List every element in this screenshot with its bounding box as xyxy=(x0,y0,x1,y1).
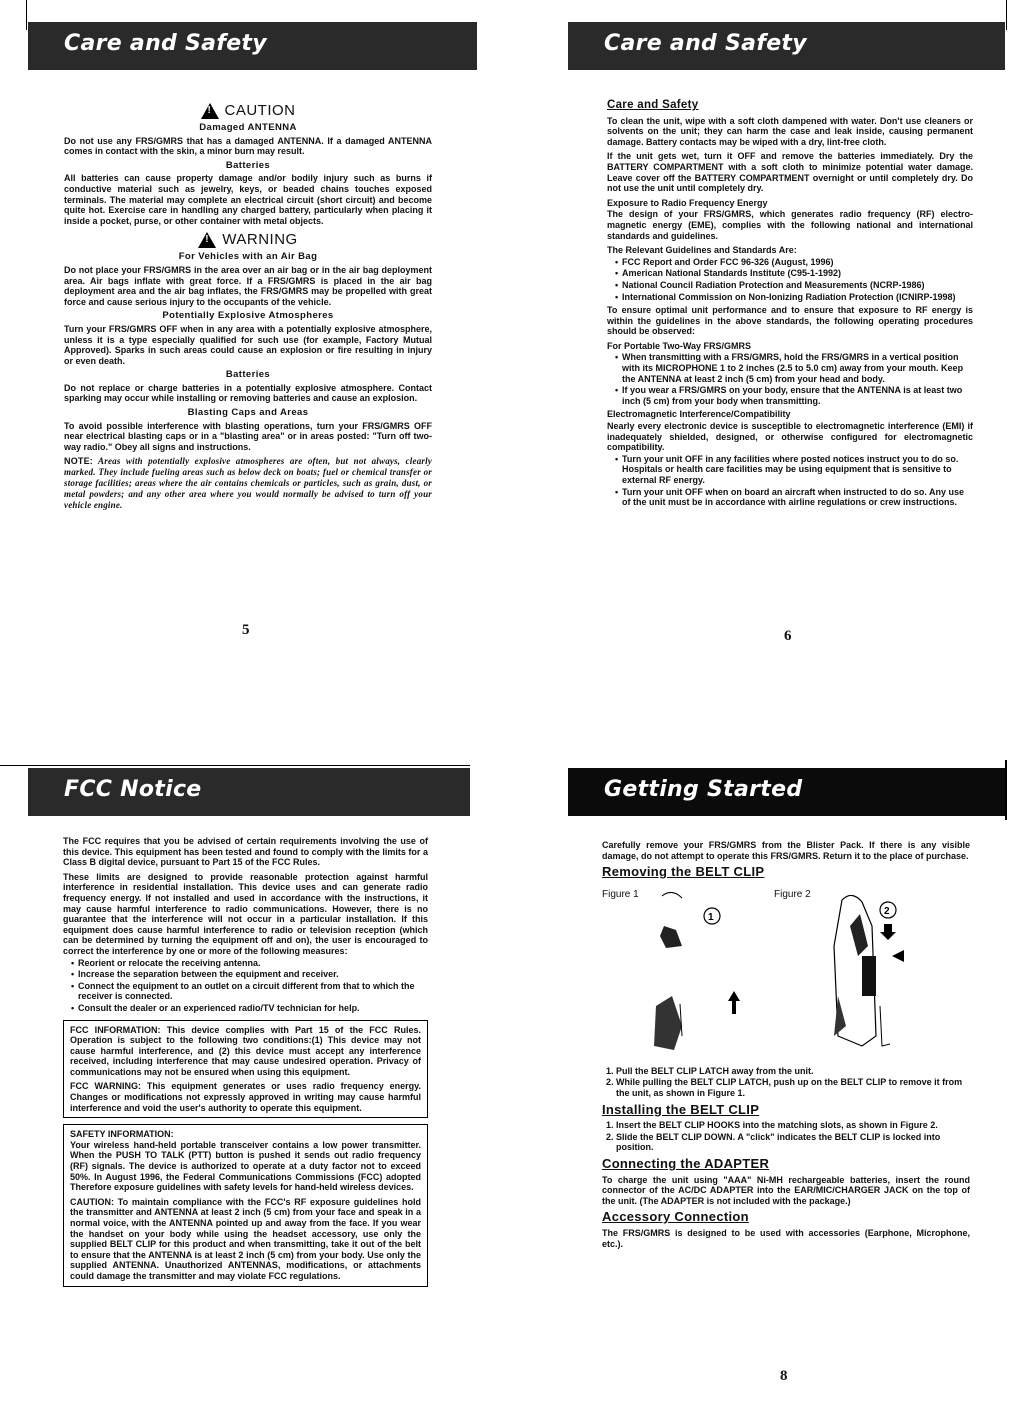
paragraph: Nearly every electronic device is susceptible to electromagnetic interference (EMI) if inadequately shielded, designed, or otherwise configured for electromagnetic compatibility. xyxy=(607,421,973,453)
measures-list xyxy=(63,958,428,1014)
section-heading: Potentially Explosive Atmospheres xyxy=(162,310,334,322)
warning-triangle-icon xyxy=(201,103,219,119)
section-heading: Damaged ANTENNA xyxy=(199,122,297,133)
paragraph: Do not replace or charge batteries in a potentially explosive atmosphere. Contact sparking may occur while installing or removing batteries and cause an explosion. xyxy=(64,382,432,404)
note-text: Areas with potentially explosive atmospheres are often, but not always, clearly marked. They include fueling areas such as below deck on boats; fuel or chemical transfer or storage facilities; areas where the air contains chemicals or particles, such as grain, dust, or metal powders; and any other area where you would normally be advised to turn off your vehicle engine. xyxy=(64,456,433,511)
belt-clip-figure-1-icon xyxy=(642,886,762,1054)
standards-list xyxy=(607,257,973,302)
install-steps xyxy=(602,1120,970,1153)
list-item: • When transmitting with a FRS/GMRS, hold the FRS/GMRS in a vertical position with its MICROPHONE 1 to 2 inches (2.5 to 5.0 cm) away from your mouth. Keep the ANTENNA at least 2 inch (5 cm) from your head and body. xyxy=(615,352,973,384)
page6-header-bar xyxy=(568,22,1005,70)
paragraph: To clean the unit, wipe with a soft cloth dampened with water. Don't use cleaners or solvents on the unit; they can harm the case and leak inside, causing permanent damage. Battery contacts may be wiped with a dry, lint-free cloth. xyxy=(607,115,973,147)
page6-heading: Care and Safety xyxy=(607,99,699,111)
paragraph: All batteries can cause property damage and/or bodily injury such as burns if conductive material such as jewelry, keys, or beaded chains touches exposed terminals. The material may complete an electrical circuit (short circuit) and become quite hot. Exercise care in handling any charged battery, particularly when placing it inside a pocket, purse, or other container with metal objects. xyxy=(64,173,432,226)
note-paragraph xyxy=(64,456,432,511)
section-heading: Exposure to Radio Frequency Energy xyxy=(607,197,768,208)
box-label: SAFETY INFORMATION: xyxy=(70,1129,174,1140)
list-item: • American National Standards Institute (C95-1-1992) xyxy=(615,268,973,279)
paragraph: If the unit gets wet, turn it OFF and remove the batteries immediately. Dry the BATTERY COMPARTMENT with a soft cloth to minimize potential water damage. Leave cover off the BATTERY COMPARTMENT overnight or until completely dry. Do not use the unit until completely dry. xyxy=(607,151,973,194)
list-item: • Turn your unit OFF in any facilities where posted notices instruct you to do so. Hospitals or health care facilities may be using equipment that is sensitive to external RF energy. xyxy=(615,454,973,486)
figure-label: Figure 1 xyxy=(602,888,639,900)
section-heading: For Vehicles with an Air Bag xyxy=(178,251,318,263)
caution-heading: ! CAUTION xyxy=(64,103,432,119)
paragraph: To charge the unit using "AAA" Ni-MH rechargeable batteries, insert the round connector of the AC/DC ADAPTER into the EAR/MIC/CHARGER JACK on the top of the unit. (The ADAPTER is not included with the package.) xyxy=(602,1174,970,1206)
section-heading: Electromagnetic Interference/Compatibility xyxy=(607,409,791,420)
list-item: • Reorient or relocate the receiving antenna. xyxy=(71,958,428,969)
paragraph: The design of your FRS/GMRS, which generates radio frequency (RF) electro-magnetic energy (EME), complies with the following national and international standards and guidelines. xyxy=(607,209,973,241)
page8-body xyxy=(602,840,970,1253)
page6-header-title: Care and Safety xyxy=(604,31,807,56)
section-heading: The Relevant Guidelines and Standards Are: xyxy=(607,245,797,256)
remove-steps xyxy=(602,1066,970,1099)
list-item: 2. While pulling the BELT CLIP LATCH, push up on the BELT CLIP to remove it from the unit, as shown in Figure 1. xyxy=(616,1077,970,1098)
box-text: This device complies with Part 15 of the FCC Rules. Operation is subject to the following two conditions:(1) This device may not cause harmful interference, and (2) this device must accept any interference received, including interference that may cause undesired operation. Privacy of communications may not be ensured when using this equipment. xyxy=(70,1024,421,1077)
warning-triangle-icon xyxy=(198,232,216,248)
paragraph: To avoid possible interference with blasting operations, turn your FRS/GMRS OFF near electrical blasting caps or in a "blasting area" or in areas posted: "Turn off two-way radio." Obey all signs and instructions. xyxy=(64,420,432,452)
page7-body xyxy=(63,836,428,1287)
portable-list xyxy=(607,352,973,406)
list-item: • National Council Radiation Protection and Measurements (NCRP-1986) xyxy=(615,280,973,291)
scan-edge-line xyxy=(1006,0,1007,30)
figure-label: Figure 2 xyxy=(774,888,811,900)
box-label: FCC WARNING: xyxy=(70,1081,141,1092)
paragraph: These limits are designed to provide reasonable protection against harmful interference in residential installation. This device uses and can generate radio frequency energy. If not installed and used in accordance with the instructions, it may cause harmful interference to radio communications. However, there is no guarantee that the interference will not occur in a particular installation. If this equipment does cause harmful interference to radio or television reception (which can be determined by turning the equipment off and on), the user is encouraged to correct the interference by one or more of the following measures: xyxy=(63,871,428,956)
paragraph xyxy=(70,1197,421,1282)
page5-header-bar xyxy=(28,22,477,70)
paragraph: To ensure optimal unit performance and to ensure that exposure to RF energy is within the guidelines in the above standards, the following operating procedures should be observed: xyxy=(607,305,973,337)
scan-edge-line xyxy=(1005,760,1007,820)
figures-area xyxy=(602,886,970,1056)
list-item: • International Commission on Non-Ionizing Radiation Protection (ICNIRP-1998) xyxy=(615,292,973,303)
list-item: 2. Slide the BELT CLIP DOWN. A "click" indicates the BELT CLIP is locked into position. xyxy=(616,1132,970,1153)
page5-header-title: Care and Safety xyxy=(64,31,267,56)
list-item: • FCC Report and Order FCC 96-326 (August, 1996) xyxy=(615,257,973,268)
scan-edge-line xyxy=(26,0,27,30)
list-item: 1. Insert the BELT CLIP HOOKS into the matching slots, as shown in Figure 2. xyxy=(616,1120,970,1131)
page8-header-title: Getting Started xyxy=(604,777,803,802)
box-label: FCC INFORMATION: xyxy=(70,1024,161,1035)
section-heading: For Portable Two-Way FRS/GMRS xyxy=(607,340,752,351)
list-item: 1. Pull the BELT CLIP LATCH away from the unit. xyxy=(616,1066,970,1077)
page6-body xyxy=(607,96,973,511)
scan-edge-line xyxy=(0,765,470,766)
paragraph: The FCC requires that you be advised of certain requirements involving the use of this device. This equipment has been tested and found to comply with the limits for a Class B digital device, pursuant to Part 15 of the FCC Rules. xyxy=(63,836,428,868)
paragraph xyxy=(70,1025,421,1078)
paragraph: Do not place your FRS/GMRS in the area over an air bag or in the air bag deployment area. Air bags inflate with great force. If a FRS/GMRS is placed in the air bag deployment area and the air bag inflates, the FRS/GMRS may be propelled with great force and cause serious injury to the occupants of the vehicle. xyxy=(64,264,432,307)
page-number: 5 xyxy=(242,622,250,638)
section-heading: Blasting Caps and Areas xyxy=(187,407,309,419)
svg-text:2: 2 xyxy=(884,905,890,917)
page7-header-bar xyxy=(28,768,470,816)
paragraph: The FRS/GMRS is designed to be used with accessories (Earphone, Microphone, etc.). xyxy=(602,1227,970,1249)
note-label: NOTE: xyxy=(64,456,93,467)
list-item: • Turn your unit OFF when on board an aircraft when instructed to do so. Any use of the unit must be in accordance with airline regulations or crew instructions. xyxy=(615,487,973,508)
safety-information-box xyxy=(63,1124,428,1286)
page7-header-title: FCC Notice xyxy=(64,777,202,802)
belt-clip-figure-2-icon xyxy=(832,886,962,1054)
emc-list xyxy=(607,454,973,508)
section-heading: Batteries xyxy=(225,369,271,381)
box-text: To maintain compliance with the FCC's RF exposure guidelines hold the transmitter and ANTENNA at least 2 inch (5 cm) from your face and speak in a normal voice, with the ANTENNA pointed up and away from the face. If you wear the handset on your body while using the headset accessory, use only the supplied BELT CLIP for this product and when transmitting, take it out of the belt to ensure that the ANTENNA is at least 2 inch (5 cm) from your body. Use only the supplied ANTENNA. Unauthorized ANTENNAS, modifications, or attachments could damage the transmitter and may violate FCC regulations. xyxy=(70,1196,421,1281)
paragraph xyxy=(70,1081,421,1113)
page-number: 6 xyxy=(784,628,792,644)
section-heading: Installing the BELT CLIP xyxy=(602,1101,760,1117)
section-heading: Accessory Connection xyxy=(602,1209,749,1225)
section-heading: Connecting the ADAPTER xyxy=(602,1155,770,1171)
box-text: This equipment generates or uses radio frequency energy. Changes or modifications not expressly approved in writing may cause harmful interference and void the user's authority to operate this equipment. xyxy=(70,1081,421,1113)
list-item: • Increase the separation between the equipment and receiver. xyxy=(71,969,428,980)
page-number: 8 xyxy=(780,1368,788,1384)
paragraph: Do not use any FRS/GMRS that has a damaged ANTENNA. If a damaged ANTENNA comes in contact with the skin, a minor burn may result. xyxy=(64,135,432,157)
list-item: • Consult the dealer or an experienced radio/TV technician for help. xyxy=(71,1003,428,1014)
section-heading: Batteries xyxy=(225,159,271,171)
section-heading: Removing the BELT CLIP xyxy=(602,864,765,880)
page8-header-bar xyxy=(568,768,1005,816)
list-item: • If you wear a FRS/GMRS on your body, ensure that the ANTENNA is at least two inch (5 cm) from your body when transmitting. xyxy=(615,385,973,406)
fcc-information-box xyxy=(63,1020,428,1119)
svg-text:1: 1 xyxy=(708,911,714,923)
page5-body xyxy=(64,97,432,515)
paragraph: Turn your FRS/GMRS OFF when in any area with a potentially explosive atmosphere, unless it is a type especially qualified for such use (for example, Factory Mutual Approved). Sparks in such areas could cause an explosion or fire resulting in injury or even death. xyxy=(64,323,432,366)
paragraph: Carefully remove your FRS/GMRS from the Blister Pack. If there is any visible damage, do not attempt to operate this FRS/GMRS. Return it to the place of purchase. xyxy=(602,840,970,861)
list-item: • Connect the equipment to an outlet on a circuit different from that to which the receiver is connected. xyxy=(71,981,428,1002)
paragraph: Your wireless hand-held portable transceiver contains a low power transmitter. When the PUSH TO TALK (PTT) button is pushed it sends out radio frequency (RF) signals. The device is authorized to operate at a duty factor not to exceed 50%. In August 1996, the Federal Communications Commissions (FCC) adopted Therefore exposure guidelines with safety levels for hand-held wireless devices. xyxy=(70,1139,421,1193)
box-label: CAUTION: xyxy=(70,1196,114,1207)
warning-heading: ! WARNING xyxy=(64,232,432,248)
